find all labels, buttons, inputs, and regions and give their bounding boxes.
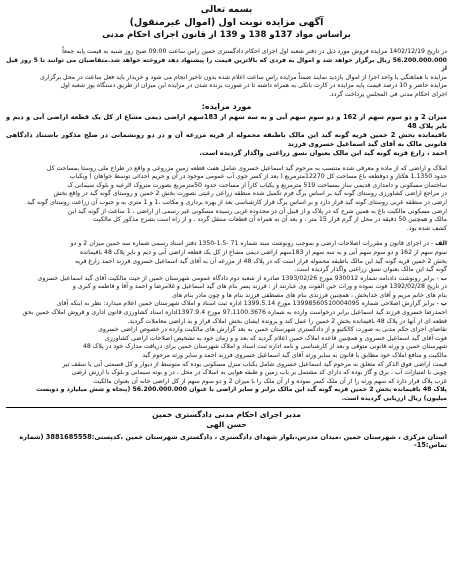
description-line: مالک و همچنین 50 دقیقه در محل از گرم قرار 15 متر ، و بعد آن به همراه آن قطعات منتقل گردد ، و از راه است بشرح مذکور کل مالکیت bbox=[92, 216, 447, 224]
closing-line: قیمت اراضی فوق الذکر که متعلق به مرحوم گید اسماعیل خسروی شامل یکباب منزل مسکونی بوده که متوسط از دیوار و کل قسمتی آبی یا سقف تیر bbox=[62, 360, 447, 368]
section-line: - برابر رونوشت دادنامه شماره 930012 مورخ 1393/02/26 صادره از شعبه دوم دادگاه عمومی شهرستان خمین از حیث مالکیت آقای گید اسماعیل خسروی bbox=[37, 274, 439, 282]
intro-line: در تاریخ 1402/12/19 مزایده فروش مورد ذیل در دفتر شعبه اول اجرای احکام دادگستری خمین راس ساعت 09:00 صبح روز شنبه به قیمت پایه جمعاً bbox=[62, 48, 447, 55]
description-line: ساختمان مسکونی و دامداری قدیمی ساز بمساحت 519 مترمربع و یکباب کارآ از مساحت حدود 50مترمربع بصورت متروک الرعیه و بلوک سیمانی ک bbox=[67, 181, 447, 189]
section-line: سوم سهم از 162 و دو سوم سهم آبی و به سه سهم از 183سهم اراضی دیمی مشاع از کل یک قطعه اراضی آبی و دیم و بایر پلاک 48 باقیمانده bbox=[79, 248, 447, 256]
description-line: ارضی در منطقه غربی روستای گونه گید قرار دارد و بر اساس برگ قرار کارشناسی بعد از بهره برداری و مکاتب ،1 و 1 متری به و جنوب آن زراعت روستای گونه گید bbox=[26, 198, 447, 206]
section-label: الف bbox=[435, 240, 447, 248]
description-line: حدود 1.1350 هکتار و دوقطعه باغ مساحت کل 12270مترمربع ( بعد از کسر جوی آب عمومی موجود در آن و حریم احداثی توسط خواهان ) ویکباب bbox=[69, 173, 447, 181]
intro-line: مزایده با هماهنگی با واحد اجرا از اموال بازدید نمایند ضمناً مزایده راس ساعت اعلام شده بدون تاخیر انجام می شود و خریدار باید فعل ساعت در محل برگزاری bbox=[40, 73, 447, 81]
subject-paragraph bbox=[6, 113, 447, 158]
section-line: شهرستان خمین و ورثه قانونی متوفی و بعد از کارشناسی و نامه اداره ثبت اسناد و املاک شهرستان خمین برای دریافت مدارک خود در پلاک 48 bbox=[82, 343, 447, 351]
subject-line: میزان 2 و دو سوم سهم از 162 و دو سوم سهم آبی و به سه سهم از 183سهم اراضی دیمی مشاع از کل یک قطعه اراضی آبی و دیم و بایر پلاک 48 bbox=[6, 112, 447, 130]
contact-address: استان مرکزی ، شهرستان خمین ،میدان مدرس،بلوار شهدای دادگستری ، دادگستری شهرستان خمین ،کدپستی:3881685558 (شماره تماس:15- bbox=[19, 432, 447, 449]
section-line: قطعه ای از آنها در پلاک 48 باقیمانده بخش 2 خمین را عمل کند و پرونده ایشان بخش املاک قرار و به اراضی معاملات گردید. bbox=[127, 317, 447, 325]
description-line: در مراجع اراضی کشاورزی روستای گونه گید بر اساس برگ فرم تکمیل شده منطقه زراعی رعیتی بصورت بخش 2 خمین و روستای گونه گید در واقع بخش bbox=[53, 190, 447, 198]
header-bismillah: بسمه تعالی bbox=[200, 5, 253, 15]
section-line: گونه گید این مالک بعنوان نسق زراعتی واگذار گردیده است. bbox=[294, 266, 447, 274]
section-label: پ bbox=[440, 300, 447, 308]
notice-header bbox=[6, 4, 447, 41]
subject-line: احمد ، زارع قریه گونه گید این مالک بعنوان نسق زراعتی واگذار گردیده است. bbox=[199, 148, 447, 157]
signatory-title: مدیر اجرای احکام مدنی دادگستری خمین bbox=[152, 409, 301, 419]
closing-line: غرب پلاک قرار دارد که سهم ورثه را از آن ملک کسر نموده و از آن ملک را با میزان 2 و دو سوم سهم از کل اراضی خانه آن بعنوان مالکیت bbox=[93, 377, 447, 385]
description-paragraph bbox=[6, 165, 447, 234]
signature-block bbox=[6, 410, 447, 430]
section-line: - در اجرای قانون و مقررات اصلاحات ارضی و بموجب رونوشت سند شماره 71 -1.5-1350 دفتر اسناد رسمی شماره سه خمین میزان 2 و دو bbox=[70, 240, 434, 248]
closing-line: پلاک 48 باقیمانده بخش 2 خمین قریه گونه گید این مالک برابر و سایر اراضی با عنوان 56.200.000.000 (پنجاه و شش میلیارد و دویست bbox=[36, 386, 447, 394]
notice-legal-basis: براساس مواد 137و 138 و 139 از قانون اجرای احکام مدنی bbox=[102, 30, 351, 40]
notice-title: آگهی مزایده نوبت اول (اموال غیرمنقول) bbox=[129, 17, 324, 28]
intro-paragraph bbox=[6, 48, 447, 100]
subject-title: مورد مزایده: bbox=[201, 101, 252, 111]
section-be bbox=[6, 275, 447, 301]
intro-line: مزایده حاضر و 10 درصد قیمت پایه مزایده در کارت بانکی به همراه داشته تا در صورت برنده شدن در مزایده این میزان از طریق دستگاه پوز شعبه اول bbox=[60, 82, 447, 90]
closing-paragraph bbox=[6, 361, 447, 404]
section-line: احمدرضا خسروی فرزند گید اسماعیل برابر درخواست وارده به شماره 97.1100.3676 مورخ 1397.9.4اداره اسناد کشاورزی قانون اداری و فروش املاک خمین بحق bbox=[22, 309, 447, 317]
section-line: - برابر گزارش اصلاحی شماره 13998560510004095 مورخ 1399.5.14 اداره ثبت اسناد و املاک شهرستان خمین اعلام میدارد: نظر به اینکه آقای bbox=[56, 300, 439, 308]
section-line: بخش 2 خمین قریه گونه گید این مالک باطبقه محموله قرار است که در پلاک 48 از مزرعه آن به آقای گید اسماعیل خسروی فرزند احمد زارع قریه bbox=[75, 257, 447, 265]
description-line: املاک و اراضی که از ماده و معرفی شده منتسب به مرحوم گید اسماعیل خسروی شامل هفت قطعه زمین مزروعی و واقع در طراح ملی روستا بمساحت کل bbox=[46, 164, 447, 172]
signatory-name: حسن الهی bbox=[206, 419, 247, 429]
intro-line: 56.200.000.000 ریال برگزار خواهد شد و اموال به فردی که بالاترین قیمت را پیشنهاد دهد فروخته خواهد شد.متقاضیان می توانند تا 5 روز قبل از bbox=[6, 56, 447, 73]
section-line: مالکیت و منافع املاک خود مطابق با قانون به سایر ورثه آقای گید اسماعیل خسروی فرزند احمد و سایر ورثه مرحوم گید bbox=[142, 352, 447, 360]
description-line: کشف شده بود. bbox=[406, 224, 447, 232]
section-pe bbox=[6, 300, 447, 360]
section-label: ب bbox=[440, 274, 447, 282]
section-line: فوت آقای گید اسماعیل خسروی و همچنین قاعده املاک خمین اعلام گردید که بعد و و زمان خود به تشخیص اصلاحات اراضی کشاورزی bbox=[104, 334, 447, 342]
footer-divider bbox=[6, 407, 447, 408]
section-line: بنام های خانم مریم و آقای خدابخش ، همچنین فرزندی بنام های مصطفی فرزند بنام ها و چون مادر بنام های bbox=[172, 291, 447, 299]
subject-line: باقیمانده بخش 2 خمین قریه گونه گید این مالک باطبقه محموله از قریه مزرعه آن و در دو رونشمانی در صلح مذکور باشتناد دادگاهی قانونی مالک به آقای گید اسماعیل خسروی فرزند bbox=[6, 130, 447, 148]
section-alef bbox=[6, 240, 447, 274]
closing-line: میلیون) ریال ارزیابی گردیده است. bbox=[341, 395, 447, 402]
description-line: ارضی مسکونی مالکیت باغ به همین شرح که در پلاک و از قبیل آن در محدوده غربی رسیده مسکونی غیر رسمی از اراضی ، 1 ساعت از گونه گید این bbox=[67, 207, 447, 215]
section-line: در تاریخ 1392/02/28 فوت نموده و وراث حین الفوت وی عبارتند از : فرزند پسر بنام های گید اسماعیل و غلامرضا و احمد و آقا و فاطمه و کبری و bbox=[72, 283, 447, 291]
closing-line: چوبی با امتیازات آب ، برق و گاز بوده که دارای کد مشتمل بر باب زمین و طبقه هوایی به اسلاک در محل ، در و بوته سیمانی و بلوک با ارزش ارضی bbox=[71, 369, 447, 377]
section-line: تقاضای اجرای حکم مدنی به صورت کالکتیو و از دادگستری شهرستان خمین به بعد گزارش های مالکیت وارده در خصوص اراضی خسروی bbox=[98, 326, 447, 334]
intro-line: اجرای احکام مدنی فی المجلس پرداخت گردد. bbox=[328, 90, 447, 98]
